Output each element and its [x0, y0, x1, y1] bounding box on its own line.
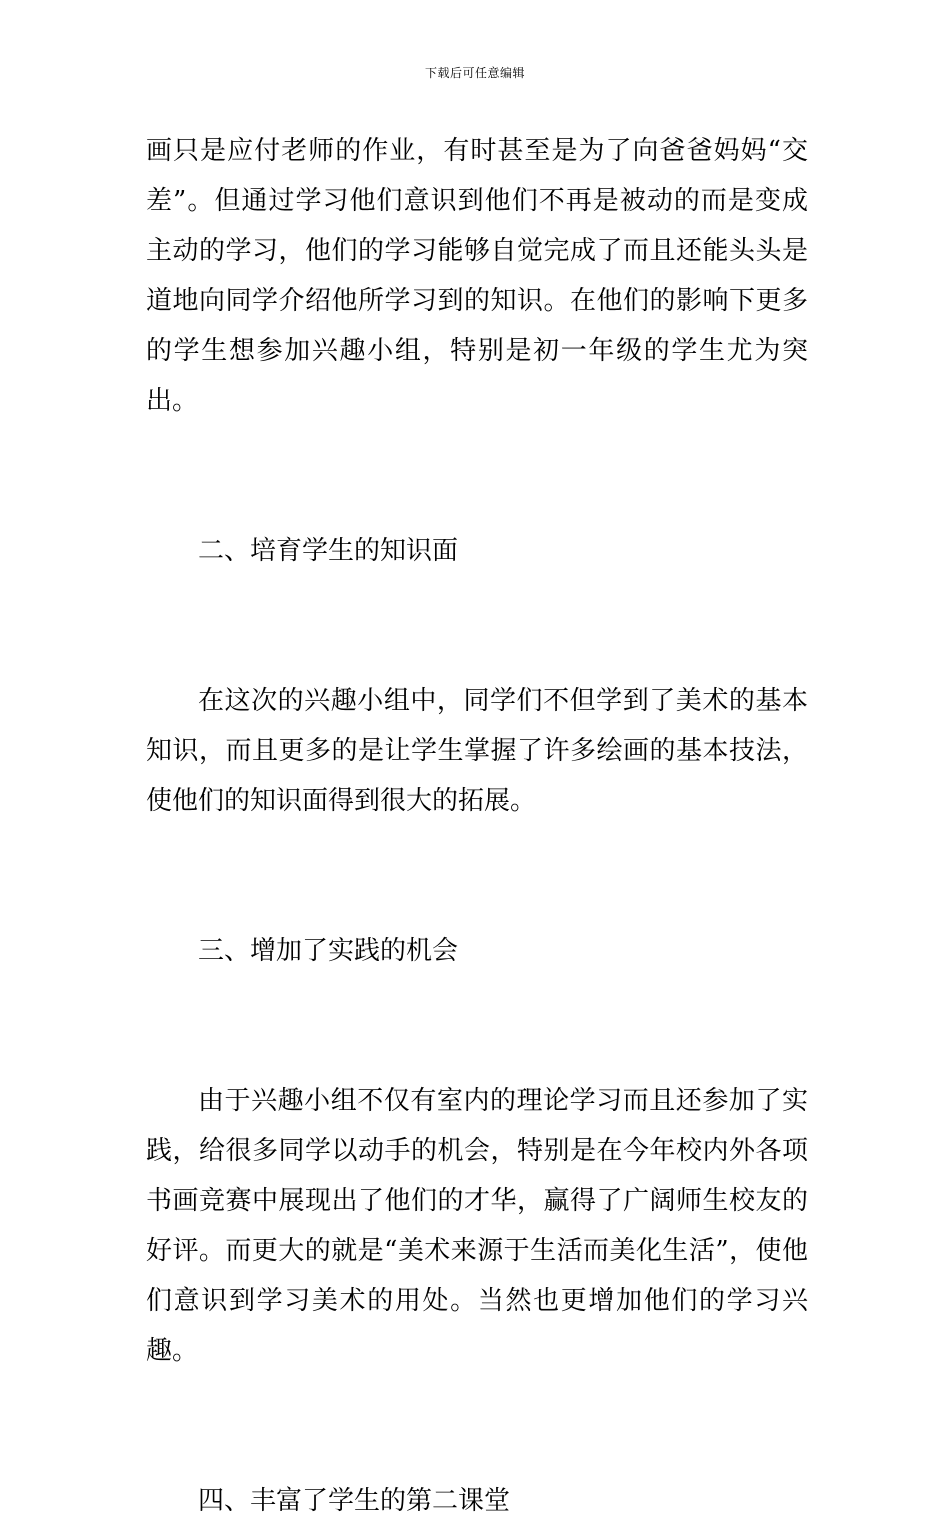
- paragraph-gap: [146, 976, 808, 1076]
- paragraph-gap: [146, 576, 808, 676]
- section-heading-3: 三、增加了实践的机会: [198, 936, 459, 966]
- paragraph-gap: [146, 426, 808, 526]
- paragraph-gap: [146, 1376, 808, 1476]
- paragraph-gap: [146, 826, 808, 926]
- section-heading-4: 四、丰富了学生的第二课堂: [198, 1486, 511, 1516]
- paragraph-knowledge: 在这次的兴趣小组中，同学们不但学到了美术的基本知识，而且更多的是让学生掌握了许多绘画的基本技法，使他们的知识面得到很大的拓展。: [146, 686, 808, 816]
- document-body: [146, 126, 808, 1526]
- paragraph-continuation: 画只是应付老师的作业，有时甚至是为了向爸爸妈妈“交差”。但通过学习他们意识到他们不再是被动的而是变成主动的学习，他们的学习能够自觉完成了而且还能头头是道地向同学介绍他所学习到的知识。在他们的影响下更多的学生想参加兴趣小组，特别是初一年级的学生尤为突出。: [146, 136, 808, 416]
- page-header: 下载后可任意编辑: [424, 66, 525, 80]
- paragraph-practice: 由于兴趣小组不仅有室内的理论学习而且还参加了实践，给很多同学以动手的机会，特别是在今年校内外各项书画竞赛中展现出了他们的才华，赢得了广阔师生校友的好评。而更大的就是“美术来源于生活而美化生活”，使他们意识到学习美术的用处。当然也更增加他们的学习兴趣。: [146, 1086, 808, 1366]
- section-heading-2: 二、培育学生的知识面: [198, 536, 459, 566]
